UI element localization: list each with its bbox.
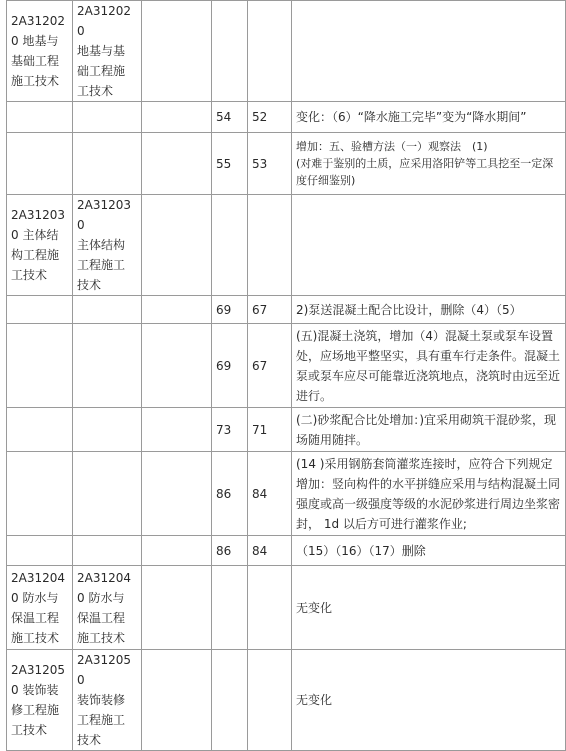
change-description-cell <box>292 195 566 296</box>
change-description-cell: (五)混凝土浇筑，增加（4）混凝土泵或泵车设置处，应场地平整坚实，具有重车行走条件。混凝土泵或泵车应尽可能靠近浇筑地点，浇筑时由远至近进行。 <box>292 324 566 408</box>
table-row <box>7 195 566 296</box>
new-page-cell: 71 <box>248 408 292 452</box>
section-code-cell: 2A312030 主体结构 工程施工 技术 <box>73 195 142 296</box>
blank-cell <box>142 650 212 751</box>
change-description-cell: 无变化 <box>292 650 566 751</box>
chapter-code-cell: 2A31202 0 地基与 基础工程 施工技术 <box>7 1 73 102</box>
changes-table <box>6 0 566 751</box>
old-page-cell: 73 <box>212 408 248 452</box>
change-description-cell: 变化：（6）“降水施工完毕”变为“降水期间” <box>292 102 566 133</box>
blank-cell <box>142 102 212 133</box>
section-code-cell: 2A31204 0 防水与 保温工程 施工技术 <box>73 566 142 650</box>
new-page-cell: 53 <box>248 133 292 195</box>
blank-cell <box>142 536 212 566</box>
old-page-cell: 69 <box>212 296 248 324</box>
section-code-cell <box>73 102 142 133</box>
chapter-code-cell <box>7 102 73 133</box>
table-row <box>7 102 566 133</box>
old-page-cell: 54 <box>212 102 248 133</box>
chapter-code-cell <box>7 408 73 452</box>
table-row <box>7 452 566 536</box>
blank-cell <box>142 452 212 536</box>
new-page-cell <box>248 566 292 650</box>
section-code-cell <box>73 452 142 536</box>
change-description-cell: 无变化 <box>292 566 566 650</box>
section-code-cell: 2A312050 装饰装修 工程施工 技术 <box>73 650 142 751</box>
section-code-cell <box>73 296 142 324</box>
new-page-cell: 52 <box>248 102 292 133</box>
table-row <box>7 133 566 195</box>
old-page-cell: 55 <box>212 133 248 195</box>
chapter-code-cell <box>7 296 73 324</box>
chapter-code-cell: 2A31203 0 主体结 构工程施 工技术 <box>7 195 73 296</box>
blank-cell <box>142 408 212 452</box>
change-description-cell: 2)泵送混凝土配合比设计，删除（4）（5） <box>292 296 566 324</box>
table-row <box>7 650 566 751</box>
table-row <box>7 296 566 324</box>
table-row <box>7 566 566 650</box>
table-row <box>7 1 566 102</box>
new-page-cell <box>248 650 292 751</box>
old-page-cell <box>212 650 248 751</box>
change-description-cell <box>292 1 566 102</box>
blank-cell <box>142 324 212 408</box>
old-page-cell <box>212 566 248 650</box>
blank-cell <box>142 566 212 650</box>
old-page-cell: 69 <box>212 324 248 408</box>
chapter-code-cell <box>7 452 73 536</box>
table-row <box>7 536 566 566</box>
old-page-cell <box>212 1 248 102</box>
old-page-cell: 86 <box>212 536 248 566</box>
new-page-cell <box>248 195 292 296</box>
blank-cell <box>142 296 212 324</box>
chapter-code-cell: 2A31205 0 装饰装 修工程施 工技术 <box>7 650 73 751</box>
change-description-cell: (二)砂浆配合比处增加：)宜采用砌筑干混砂浆，现场随用随拌。 <box>292 408 566 452</box>
new-page-cell: 67 <box>248 324 292 408</box>
chapter-code-cell <box>7 133 73 195</box>
change-description-cell: 增加：五、验槽方法（一）观察法 (1) (对难于鉴别的土质，应采用洛阳铲等工具挖至一定深度仔细鉴别) <box>292 133 566 195</box>
table-row <box>7 324 566 408</box>
new-page-cell: 67 <box>248 296 292 324</box>
chapter-code-cell <box>7 324 73 408</box>
chapter-code-cell <box>7 536 73 566</box>
section-code-cell: 2A312020 地基与基 础工程施 工技术 <box>73 1 142 102</box>
new-page-cell: 84 <box>248 452 292 536</box>
change-description-cell: (14 )采用钢筋套筒灌浆连接时，应符合下列规定增加：竖向构件的水平拼缝应采用与结构混凝土同强度或高一级强度等级的水泥砂浆进行周边坐浆密封， 1d 以后方可进行灌浆作业; <box>292 452 566 536</box>
section-code-cell <box>73 408 142 452</box>
table-row <box>7 408 566 452</box>
old-page-cell <box>212 195 248 296</box>
blank-cell <box>142 1 212 102</box>
section-code-cell <box>73 324 142 408</box>
new-page-cell: 84 <box>248 536 292 566</box>
blank-cell <box>142 195 212 296</box>
section-code-cell <box>73 536 142 566</box>
section-code-cell <box>73 133 142 195</box>
old-page-cell: 86 <box>212 452 248 536</box>
new-page-cell <box>248 1 292 102</box>
chapter-code-cell: 2A31204 0 防水与 保温工程 施工技术 <box>7 566 73 650</box>
change-description-cell: （15）（16）（17）删除 <box>292 536 566 566</box>
blank-cell <box>142 133 212 195</box>
